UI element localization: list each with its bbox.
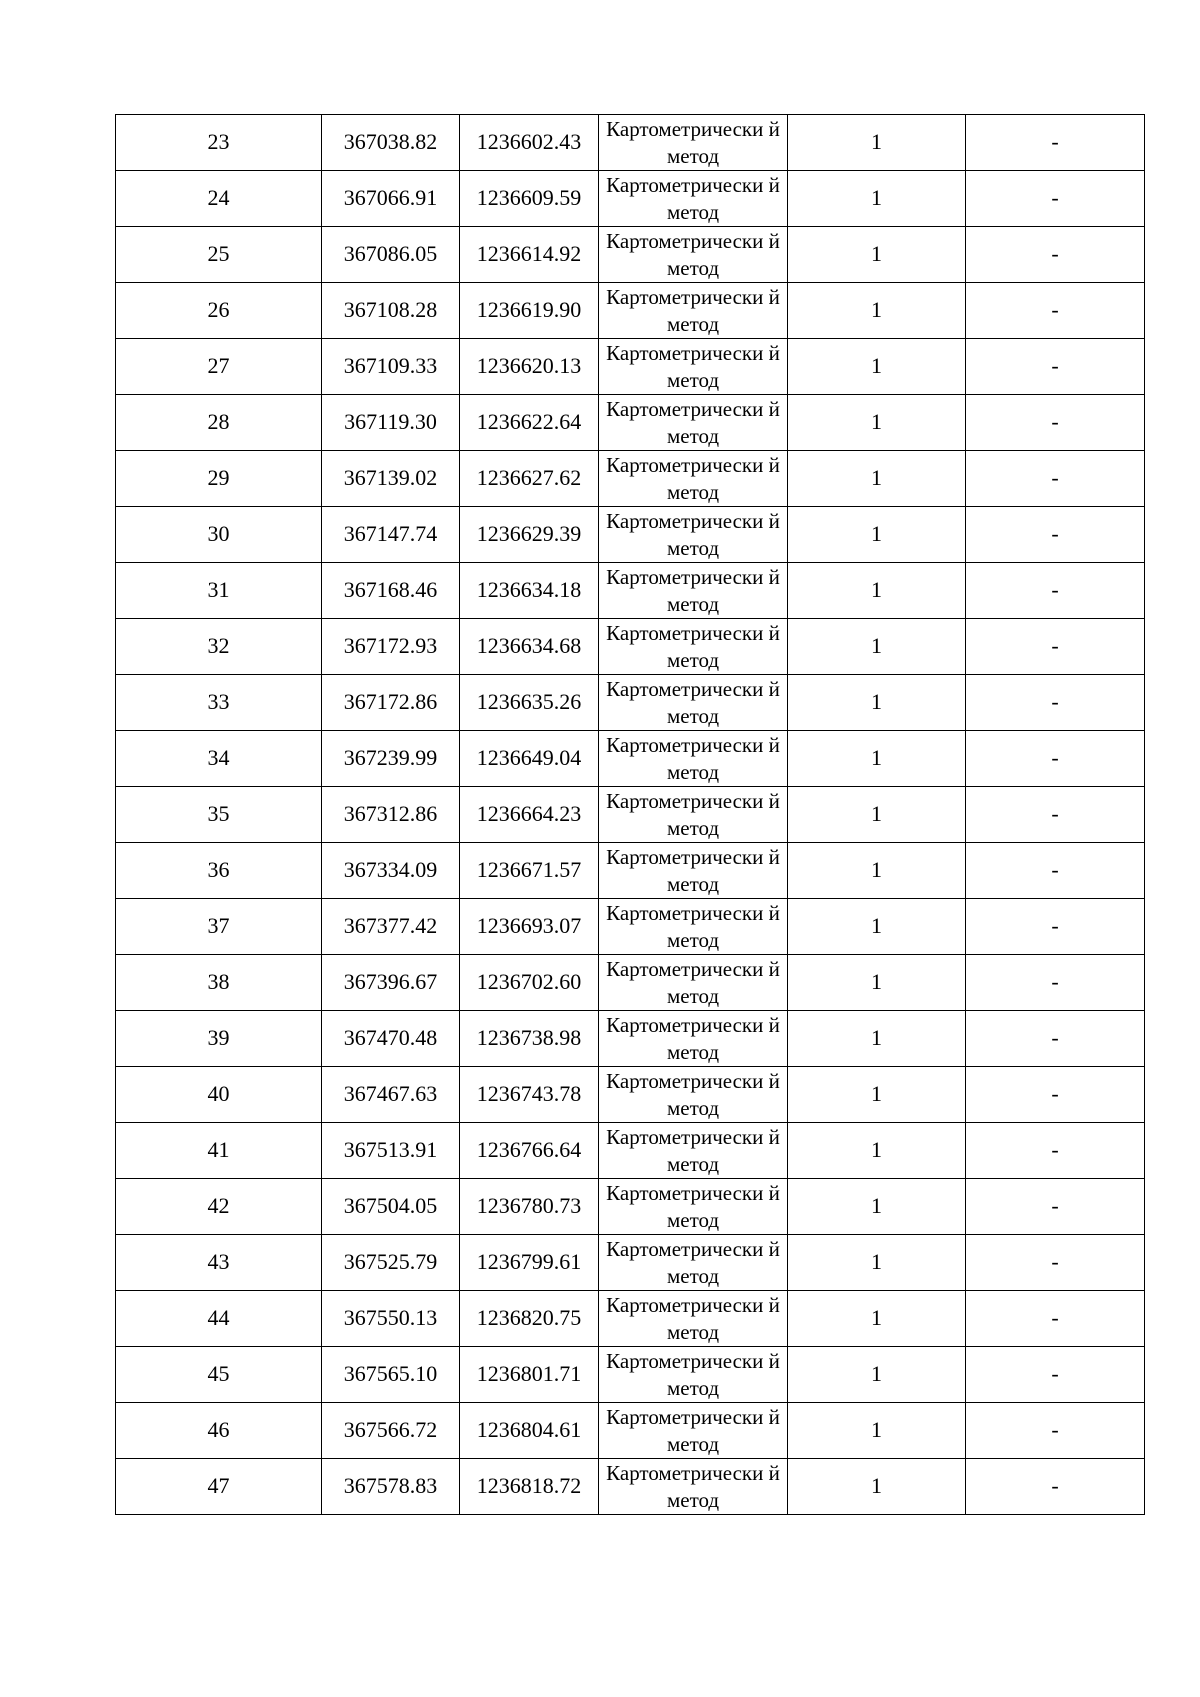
method-cell: Картометрически й метод [599,843,788,899]
method-cell: Картометрически й метод [599,619,788,675]
method-cell: Картометрически й метод [599,899,788,955]
x-coordinate-cell: 367312.86 [322,787,460,843]
table-row [116,1123,1145,1179]
x-coordinate-cell: 367139.02 [322,451,460,507]
y-coordinate-cell: 1236743.78 [460,1067,599,1123]
accuracy-cell: 1 [788,115,966,171]
point-number-cell: 44 [116,1291,322,1347]
x-coordinate-cell: 367108.28 [322,283,460,339]
y-coordinate-cell: 1236693.07 [460,899,599,955]
point-number-cell: 40 [116,1067,322,1123]
y-coordinate-cell: 1236629.39 [460,507,599,563]
x-coordinate-cell: 367334.09 [322,843,460,899]
method-cell: Картометрически й метод [599,1011,788,1067]
y-coordinate-cell: 1236820.75 [460,1291,599,1347]
x-coordinate-cell: 367470.48 [322,1011,460,1067]
table-row [116,1291,1145,1347]
note-cell: - [966,227,1145,283]
y-coordinate-cell: 1236671.57 [460,843,599,899]
accuracy-cell: 1 [788,1403,966,1459]
accuracy-cell: 1 [788,955,966,1011]
accuracy-cell: 1 [788,619,966,675]
x-coordinate-cell: 367550.13 [322,1291,460,1347]
y-coordinate-cell: 1236799.61 [460,1235,599,1291]
note-cell: - [966,1459,1145,1515]
x-coordinate-cell: 367239.99 [322,731,460,787]
method-cell: Картометрически й метод [599,1067,788,1123]
method-cell: Картометрически й метод [599,1403,788,1459]
x-coordinate-cell: 367467.63 [322,1067,460,1123]
accuracy-cell: 1 [788,675,966,731]
note-cell: - [966,1123,1145,1179]
x-coordinate-cell: 367172.86 [322,675,460,731]
method-cell: Картометрически й метод [599,1123,788,1179]
note-cell: - [966,1291,1145,1347]
point-number-cell: 43 [116,1235,322,1291]
table-row [116,1235,1145,1291]
y-coordinate-cell: 1236634.18 [460,563,599,619]
table-row [116,451,1145,507]
method-cell: Картометрически й метод [599,731,788,787]
point-number-cell: 42 [116,1179,322,1235]
method-cell: Картометрически й метод [599,115,788,171]
point-number-cell: 28 [116,395,322,451]
x-coordinate-cell: 367377.42 [322,899,460,955]
note-cell: - [966,115,1145,171]
y-coordinate-cell: 1236780.73 [460,1179,599,1235]
y-coordinate-cell: 1236818.72 [460,1459,599,1515]
table-row [116,787,1145,843]
accuracy-cell: 1 [788,227,966,283]
table-row [116,1179,1145,1235]
accuracy-cell: 1 [788,1011,966,1067]
table-row [116,843,1145,899]
y-coordinate-cell: 1236634.68 [460,619,599,675]
accuracy-cell: 1 [788,339,966,395]
note-cell: - [966,283,1145,339]
note-cell: - [966,899,1145,955]
x-coordinate-cell: 367119.30 [322,395,460,451]
note-cell: - [966,563,1145,619]
note-cell: - [966,507,1145,563]
point-number-cell: 23 [116,115,322,171]
point-number-cell: 45 [116,1347,322,1403]
point-number-cell: 29 [116,451,322,507]
point-number-cell: 37 [116,899,322,955]
method-cell: Картометрически й метод [599,451,788,507]
table-row [116,1459,1145,1515]
note-cell: - [966,1067,1145,1123]
note-cell: - [966,731,1145,787]
accuracy-cell: 1 [788,899,966,955]
table-row [116,339,1145,395]
accuracy-cell: 1 [788,1347,966,1403]
method-cell: Картометрически й метод [599,787,788,843]
method-cell: Картометрически й метод [599,1459,788,1515]
table-row [116,563,1145,619]
accuracy-cell: 1 [788,731,966,787]
y-coordinate-cell: 1236622.64 [460,395,599,451]
point-number-cell: 46 [116,1403,322,1459]
note-cell: - [966,1347,1145,1403]
x-coordinate-cell: 367525.79 [322,1235,460,1291]
table-row [116,171,1145,227]
x-coordinate-cell: 367578.83 [322,1459,460,1515]
accuracy-cell: 1 [788,843,966,899]
method-cell: Картометрически й метод [599,395,788,451]
x-coordinate-cell: 367147.74 [322,507,460,563]
table-row [116,675,1145,731]
method-cell: Картометрически й метод [599,1235,788,1291]
method-cell: Картометрически й метод [599,171,788,227]
point-number-cell: 36 [116,843,322,899]
point-number-cell: 33 [116,675,322,731]
method-cell: Картометрически й метод [599,507,788,563]
y-coordinate-cell: 1236627.62 [460,451,599,507]
table-row [116,955,1145,1011]
table-row [116,283,1145,339]
accuracy-cell: 1 [788,451,966,507]
table-row [116,1067,1145,1123]
accuracy-cell: 1 [788,1459,966,1515]
accuracy-cell: 1 [788,1235,966,1291]
y-coordinate-cell: 1236664.23 [460,787,599,843]
y-coordinate-cell: 1236766.64 [460,1123,599,1179]
note-cell: - [966,675,1145,731]
method-cell: Картометрически й метод [599,227,788,283]
point-number-cell: 32 [116,619,322,675]
y-coordinate-cell: 1236635.26 [460,675,599,731]
x-coordinate-cell: 367109.33 [322,339,460,395]
x-coordinate-cell: 367168.46 [322,563,460,619]
x-coordinate-cell: 367504.05 [322,1179,460,1235]
note-cell: - [966,619,1145,675]
method-cell: Картометрически й метод [599,675,788,731]
accuracy-cell: 1 [788,1067,966,1123]
table-row [116,619,1145,675]
y-coordinate-cell: 1236804.61 [460,1403,599,1459]
note-cell: - [966,395,1145,451]
accuracy-cell: 1 [788,507,966,563]
accuracy-cell: 1 [788,171,966,227]
table-row [116,1347,1145,1403]
x-coordinate-cell: 367565.10 [322,1347,460,1403]
x-coordinate-cell: 367172.93 [322,619,460,675]
accuracy-cell: 1 [788,283,966,339]
note-cell: - [966,955,1145,1011]
note-cell: - [966,339,1145,395]
table-row [116,227,1145,283]
method-cell: Картометрически й метод [599,563,788,619]
x-coordinate-cell: 367038.82 [322,115,460,171]
method-cell: Картометрически й метод [599,339,788,395]
note-cell: - [966,1179,1145,1235]
table-row [116,395,1145,451]
method-cell: Картометрически й метод [599,1291,788,1347]
point-number-cell: 39 [116,1011,322,1067]
point-number-cell: 34 [116,731,322,787]
x-coordinate-cell: 367086.05 [322,227,460,283]
accuracy-cell: 1 [788,787,966,843]
point-number-cell: 27 [116,339,322,395]
y-coordinate-cell: 1236602.43 [460,115,599,171]
table-row [116,507,1145,563]
method-cell: Картометрически й метод [599,1179,788,1235]
point-number-cell: 41 [116,1123,322,1179]
point-number-cell: 31 [116,563,322,619]
y-coordinate-cell: 1236702.60 [460,955,599,1011]
point-number-cell: 26 [116,283,322,339]
point-number-cell: 24 [116,171,322,227]
note-cell: - [966,1403,1145,1459]
method-cell: Картометрически й метод [599,283,788,339]
y-coordinate-cell: 1236649.04 [460,731,599,787]
point-number-cell: 25 [116,227,322,283]
x-coordinate-cell: 367396.67 [322,955,460,1011]
note-cell: - [966,1011,1145,1067]
note-cell: - [966,787,1145,843]
note-cell: - [966,451,1145,507]
table-row [116,1011,1145,1067]
coordinates-table-body [116,115,1145,1515]
y-coordinate-cell: 1236620.13 [460,339,599,395]
point-number-cell: 30 [116,507,322,563]
y-coordinate-cell: 1236738.98 [460,1011,599,1067]
note-cell: - [966,1235,1145,1291]
x-coordinate-cell: 367066.91 [322,171,460,227]
note-cell: - [966,843,1145,899]
table-row [116,731,1145,787]
point-number-cell: 35 [116,787,322,843]
accuracy-cell: 1 [788,1179,966,1235]
note-cell: - [966,171,1145,227]
y-coordinate-cell: 1236619.90 [460,283,599,339]
accuracy-cell: 1 [788,1123,966,1179]
point-number-cell: 38 [116,955,322,1011]
accuracy-cell: 1 [788,563,966,619]
accuracy-cell: 1 [788,1291,966,1347]
table-row [116,1403,1145,1459]
table-row [116,899,1145,955]
table-row [116,115,1145,171]
y-coordinate-cell: 1236801.71 [460,1347,599,1403]
point-number-cell: 47 [116,1459,322,1515]
coordinates-table [115,114,1145,1515]
method-cell: Картометрически й метод [599,955,788,1011]
x-coordinate-cell: 367566.72 [322,1403,460,1459]
accuracy-cell: 1 [788,395,966,451]
y-coordinate-cell: 1236614.92 [460,227,599,283]
x-coordinate-cell: 367513.91 [322,1123,460,1179]
method-cell: Картометрически й метод [599,1347,788,1403]
y-coordinate-cell: 1236609.59 [460,171,599,227]
